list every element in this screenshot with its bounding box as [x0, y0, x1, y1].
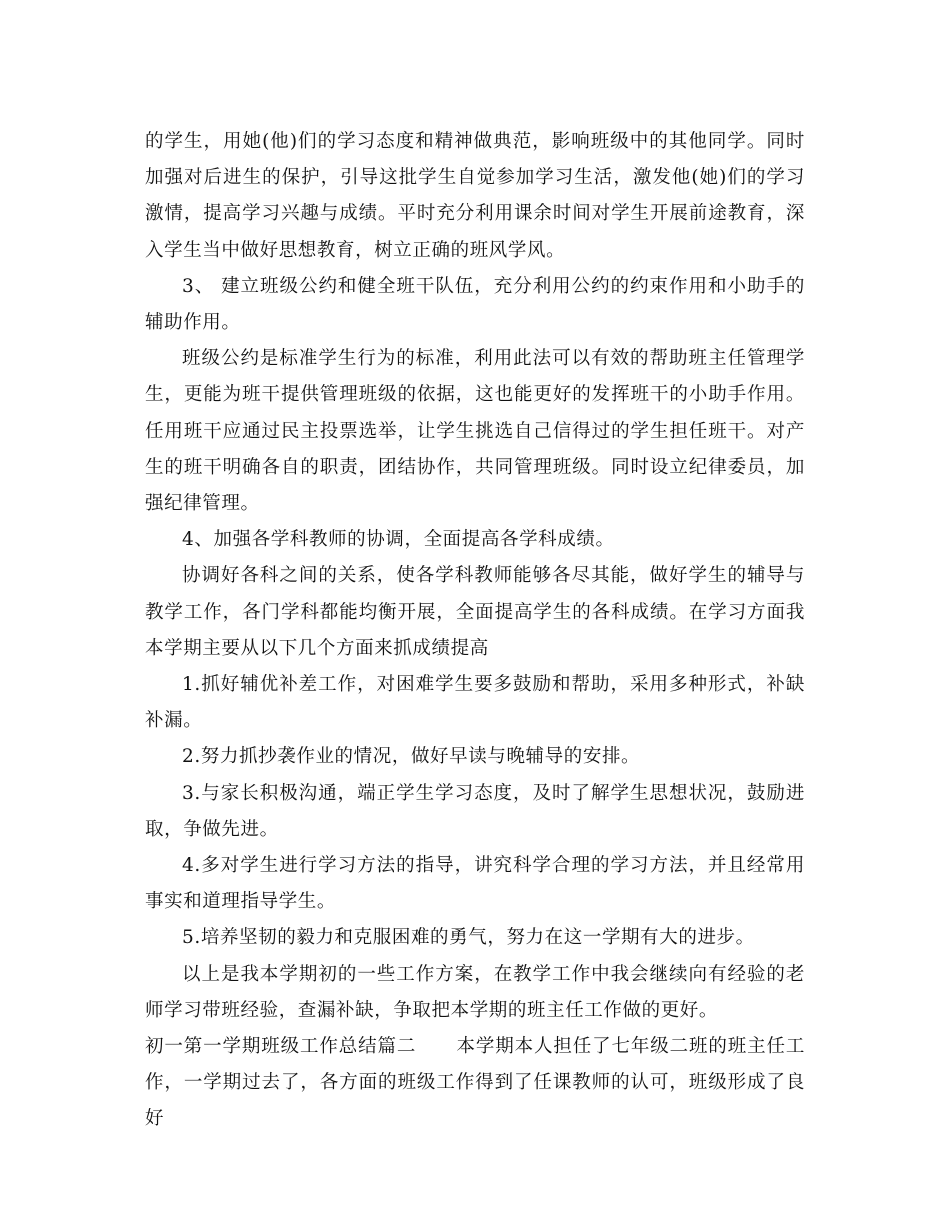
paragraph: 4、加强各学科教师的协调，全面提高各学科成绩。 — [182, 529, 615, 551]
list-item: 1.抓好辅优补差工作，对困难学生要多鼓励和帮助，采用多种形式，补缺补漏。 — [145, 674, 805, 732]
list-item: 5.培养坚韧的毅力和克服困难的勇气，努力在这一学期有大的进步。 — [182, 927, 755, 949]
document-body — [145, 124, 805, 1138]
list-item: 2.努力抓抄袭作业的情况，做好早读与晚辅导的安排。 — [182, 746, 641, 768]
list-item: 4.多对学生进行学习方法的指导，讲究科学合理的学习方法，并且经常用事实和道理指导学生。 — [145, 855, 805, 913]
paragraph: 的学生，用她(他)们的学习态度和精神做典范，影响班级中的其他同学。同时加强对后进生的保护，引导这批学生自觉参加学习生活，激发他(她)们的学习激情，提高学习兴趣与成绩。平时充分利用课余时间对学生开展前途教育，深入学生当中做好思想教育，树立正确的班风学风。 — [145, 131, 805, 261]
paragraph: 班级公约是标准学生行为的标准，利用此法可以有效的帮助班主任管理学生，更能为班干提供管理班级的依据，这也能更好的发挥班干的小助手作用。任用班干应通过民主投票选举，让学生挑选自己信得过的学生担任班干。对产生的班干明确各自的职责，团结协作，共同管理班级。同时设立纪律委员，加强纪律管理。 — [145, 348, 805, 515]
paragraph: 以上是我本学期初的一些工作方案，在教学工作中我会继续向有经验的老师学习带班经验，查漏补缺，争取把本学期的班主任工作做的更好。 — [145, 963, 805, 1021]
section-body: 本学期本人担任了七年级二班的班主任工作，一学期过去了，各方面的班级工作得到了任课教师的认可，班级形成了良好 — [145, 1036, 805, 1130]
section-title: 初一第一学期班级工作总结篇二 — [145, 1036, 417, 1058]
section-paragraph — [145, 1029, 805, 1138]
list-item: 3.与家长积极沟通，端正学生学习态度，及时了解学生思想状况，鼓励进取，争做先进。 — [145, 782, 805, 840]
paragraph: 3、 建立班级公约和健全班干队伍，充分利用公约的约束作用和小助手的辅助作用。 — [145, 275, 805, 334]
paragraph: 协调好各科之间的关系，使各学科教师能够各尽其能，做好学生的辅导与教学工作，各门学科都能均衡开展，全面提高学生的各科成绩。在学习方面我本学期主要从以下几个方面来抓成绩提高 — [145, 565, 805, 659]
